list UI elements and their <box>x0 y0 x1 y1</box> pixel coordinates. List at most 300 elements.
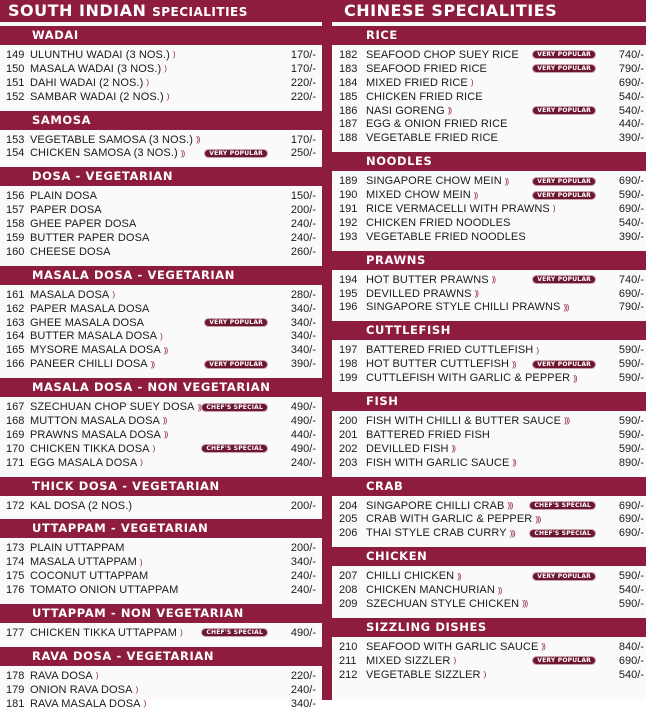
menu-item <box>332 442 646 456</box>
item-price: 390/- <box>618 132 644 145</box>
item-price: 690/- <box>618 527 644 540</box>
item-name: SINGAPORE CHOW MEIN <box>366 175 502 188</box>
item-name-wrap <box>30 330 274 342</box>
item-number: 202 <box>339 442 358 455</box>
item-name-wrap <box>366 77 602 89</box>
item-price: 590/- <box>618 189 644 202</box>
menu-item <box>332 343 646 357</box>
item-list <box>332 637 646 685</box>
item-name-wrap <box>366 429 602 441</box>
item-price: 200/- <box>290 542 316 555</box>
item-number: 206 <box>339 527 358 540</box>
item-name-wrap <box>30 542 274 554</box>
item-list <box>332 566 646 614</box>
item-name-wrap <box>30 232 274 244</box>
item-number: 152 <box>6 90 25 103</box>
menu-item <box>332 456 646 470</box>
item-name: VEGETABLE FRIED NOODLES <box>366 230 526 243</box>
item-badge: CHEF'S SPECIAL <box>529 529 596 538</box>
item-name-wrap <box>366 500 529 512</box>
item-price: 690/- <box>618 287 644 300</box>
chinese-column <box>332 0 646 700</box>
item-name: BUTTER MASALA DOSA <box>30 330 158 343</box>
item-name-wrap <box>30 63 274 75</box>
item-name: HOT BUTTER CUTTLEFISH <box>366 358 510 371</box>
menu-item <box>0 442 322 456</box>
item-name-wrap <box>30 77 274 89</box>
item-name: CHICKEN TIKKA DOSA <box>30 442 150 455</box>
item-name: BATTERED FRIED FISH <box>366 428 490 441</box>
item-name: PLAIN UTTAPPAM <box>30 542 125 555</box>
item-price: 240/- <box>290 456 316 469</box>
item-number: 149 <box>6 48 25 61</box>
item-price: 540/- <box>618 584 644 597</box>
chilli-icon: )) <box>451 444 455 454</box>
item-name-wrap <box>30 584 274 596</box>
item-number: 192 <box>339 216 358 229</box>
item-number: 189 <box>339 175 358 188</box>
item-name: RAVA MASALA DOSA <box>30 697 141 710</box>
chilli-icon: )) <box>163 430 168 440</box>
item-name-wrap <box>366 118 602 130</box>
item-number: 190 <box>339 189 358 202</box>
item-price: 490/- <box>290 442 316 455</box>
item-name-wrap <box>366 415 602 427</box>
item-name-wrap <box>30 698 274 710</box>
chilli-icon: ))) <box>507 501 513 511</box>
item-name: BATTERED FRIED CUTTLEFISH <box>366 344 534 357</box>
section-heading: PRAWNS <box>332 251 646 270</box>
menu-item <box>332 371 646 385</box>
item-name: ONION RAVA DOSA <box>30 683 133 696</box>
menu-section <box>332 26 646 148</box>
item-name: MYSORE MASALA DOSA <box>30 344 161 357</box>
menu-item <box>332 117 646 131</box>
menu-item <box>0 329 322 343</box>
menu-item <box>332 583 646 597</box>
menu-section <box>0 477 322 516</box>
item-name-wrap <box>30 457 274 469</box>
item-list <box>0 666 322 714</box>
item-price: 340/- <box>290 302 316 315</box>
item-number: 210 <box>339 640 358 653</box>
item-name: MASALA DOSA <box>30 288 110 301</box>
item-number: 162 <box>6 302 25 315</box>
item-number: 172 <box>6 499 25 512</box>
menu-item <box>0 288 322 302</box>
item-number: 178 <box>6 669 25 682</box>
chilli-icon: ))) <box>535 514 541 524</box>
item-name: PAPER DOSA <box>30 204 102 217</box>
item-name: ULUNTHU WADAI (3 NOS.) <box>30 48 170 61</box>
item-name: HOT BUTTER PRAWNS <box>366 273 489 286</box>
item-price: 840/- <box>618 640 644 653</box>
item-name-wrap <box>30 627 201 639</box>
item-number: 173 <box>6 542 25 555</box>
column-title <box>332 0 646 22</box>
section-heading: WADAI <box>0 26 322 45</box>
item-number: 158 <box>6 218 25 231</box>
item-number: 156 <box>6 190 25 203</box>
item-number: 157 <box>6 204 25 217</box>
item-number: 150 <box>6 62 25 75</box>
menu-item <box>0 146 322 160</box>
item-badge: VERY POPULAR <box>204 360 268 369</box>
item-price: 340/- <box>290 316 316 329</box>
item-name-wrap <box>366 49 532 61</box>
chilli-icon: ))) <box>522 599 528 609</box>
menu-item <box>332 76 646 90</box>
item-number: 208 <box>339 584 358 597</box>
item-name-wrap <box>366 132 602 144</box>
item-price: 280/- <box>290 288 316 301</box>
item-name: SZECHUAN STYLE CHICKEN <box>366 597 520 610</box>
item-name: SEAFOOD CHOP SUEY RICE <box>366 48 519 61</box>
item-price: 590/- <box>618 570 644 583</box>
menu-item <box>332 273 646 287</box>
item-price: 390/- <box>290 358 316 371</box>
item-number: 151 <box>6 76 25 89</box>
item-price: 890/- <box>618 456 644 469</box>
item-price: 690/- <box>618 175 644 188</box>
item-name: MUTTON MASALA DOSA <box>30 414 160 427</box>
menu-item <box>0 217 322 231</box>
item-price: 200/- <box>290 499 316 512</box>
item-price: 340/- <box>290 344 316 357</box>
item-name: CHICKEN MANCHURIAN <box>366 584 495 597</box>
item-number: 181 <box>6 697 25 710</box>
item-name: PAPER MASALA DOSA <box>30 302 150 315</box>
item-number: 170 <box>6 442 25 455</box>
item-number: 203 <box>339 456 358 469</box>
item-price: 220/- <box>290 90 316 103</box>
item-name: BUTTER PAPER DOSA <box>30 231 150 244</box>
menu-item <box>332 174 646 188</box>
item-name-wrap <box>366 203 602 215</box>
section-heading: RICE <box>332 26 646 45</box>
item-name-wrap <box>30 134 274 146</box>
item-list <box>0 45 322 107</box>
chilli-icon: )) <box>541 642 545 652</box>
item-number: 197 <box>339 344 358 357</box>
item-number: 195 <box>339 287 358 300</box>
section-heading: CUTTLEFISH <box>332 321 646 340</box>
menu-item <box>0 357 322 371</box>
item-price: 340/- <box>290 697 316 710</box>
item-badge: CHEF'S SPECIAL <box>529 501 596 510</box>
item-number: 164 <box>6 330 25 343</box>
chilli-icon: ) <box>95 671 98 681</box>
item-badge: VERY POPULAR <box>532 360 596 369</box>
item-list <box>0 285 322 374</box>
item-name-wrap <box>30 344 274 356</box>
item-number: 179 <box>6 683 25 696</box>
item-name: MIXED FRIED RICE <box>366 76 468 89</box>
item-name-wrap <box>366 344 602 356</box>
item-price: 690/- <box>618 202 644 215</box>
item-name: SEAFOOD FRIED RICE <box>366 62 487 75</box>
item-list <box>332 411 646 473</box>
item-number: 165 <box>6 344 25 357</box>
item-name: CHEESE DOSA <box>30 245 111 258</box>
item-name: TOMATO ONION UTTAPPAM <box>30 584 179 597</box>
item-name-wrap <box>30 358 204 370</box>
item-name-wrap <box>30 218 274 230</box>
left-sections <box>0 26 322 714</box>
menu-section <box>0 519 322 600</box>
item-number: 188 <box>339 132 358 145</box>
item-name: FISH WITH CHILLI & BUTTER SAUCE <box>366 414 562 427</box>
item-price: 590/- <box>618 372 644 385</box>
chilli-icon: ) <box>139 557 142 567</box>
item-name-wrap <box>30 570 274 582</box>
item-name-wrap <box>366 570 532 582</box>
menu-item <box>332 216 646 230</box>
chilli-icon: )) <box>573 373 577 383</box>
chilli-icon: ) <box>112 290 115 300</box>
item-name-wrap <box>30 443 201 455</box>
item-number: 163 <box>6 316 25 329</box>
item-name-wrap <box>30 429 274 441</box>
item-name-wrap <box>366 372 602 384</box>
item-name-wrap <box>366 358 532 370</box>
item-number: 207 <box>339 570 358 583</box>
item-name: MIXED CHOW MEIN <box>366 189 471 202</box>
item-list <box>0 496 322 516</box>
item-number: 159 <box>6 231 25 244</box>
item-badge: VERY POPULAR <box>532 275 596 284</box>
item-number: 153 <box>6 133 25 146</box>
item-name-wrap <box>366 655 532 667</box>
item-number: 185 <box>339 90 358 103</box>
item-number: 187 <box>339 118 358 131</box>
item-name: CHICKEN FRIED RICE <box>366 90 483 103</box>
item-price: 540/- <box>618 90 644 103</box>
right-sections <box>332 26 646 685</box>
menu-item <box>332 526 646 540</box>
chilli-icon: )) <box>150 359 155 369</box>
item-number: 196 <box>339 301 358 314</box>
item-list <box>0 538 322 600</box>
item-name: GHEE MASALA DOSA <box>30 316 145 329</box>
menu-item <box>0 316 322 330</box>
item-price: 690/- <box>618 76 644 89</box>
item-name: CHILLI CHICKEN <box>366 570 455 583</box>
item-name-wrap <box>366 91 602 103</box>
item-name: VEGETABLE FRIED RICE <box>366 132 498 145</box>
chilli-icon: )) <box>162 416 167 426</box>
menu-item <box>0 414 322 428</box>
item-price: 340/- <box>290 556 316 569</box>
item-list <box>0 397 322 472</box>
item-name: MASALA WADAI (3 NOS.) <box>30 62 162 75</box>
column-divider <box>322 0 332 700</box>
item-name-wrap <box>30 401 201 413</box>
menu-item <box>0 697 322 711</box>
item-badge: VERY POPULAR <box>532 64 596 73</box>
menu-section <box>0 266 322 374</box>
item-list <box>332 171 646 246</box>
menu-item <box>332 202 646 216</box>
chilli-icon: ) <box>453 656 456 666</box>
menu-section <box>332 477 646 544</box>
item-number: 166 <box>6 358 25 371</box>
menu-item <box>0 245 322 259</box>
item-name-wrap <box>366 288 602 300</box>
chilli-icon: ) <box>143 699 146 709</box>
chilli-icon: )) <box>196 135 200 144</box>
menu-item <box>332 287 646 301</box>
item-name: NASI GORENG <box>366 104 445 117</box>
item-name: SZECHUAN CHOP SUEY DOSA <box>30 401 195 414</box>
item-list <box>332 270 646 318</box>
item-number: 201 <box>339 428 358 441</box>
menu-section <box>0 378 322 472</box>
item-number: 212 <box>339 668 358 681</box>
menu-section <box>332 152 646 246</box>
item-name-wrap <box>366 457 602 469</box>
item-number: 186 <box>339 104 358 117</box>
item-number: 182 <box>339 48 358 61</box>
item-badge: VERY POPULAR <box>532 656 596 665</box>
item-price: 240/- <box>290 570 316 583</box>
item-name-wrap <box>30 415 274 427</box>
menu-item <box>0 76 322 90</box>
item-number: 167 <box>6 401 25 414</box>
menu-item <box>332 188 646 202</box>
item-badge: VERY POPULAR <box>532 106 596 115</box>
item-name-wrap <box>366 231 602 243</box>
item-price: 490/- <box>290 626 316 639</box>
item-price: 240/- <box>290 231 316 244</box>
column-title-main: CHINESE SPECIALITIES <box>344 1 558 20</box>
item-name: KAL DOSA (2 NOS.) <box>30 499 133 512</box>
item-number: 177 <box>6 626 25 639</box>
item-name: EGG & ONION FRIED RICE <box>366 118 508 131</box>
column-title-sub: SPECIALITIES <box>152 5 248 19</box>
menu-item <box>0 343 322 357</box>
menu-item <box>0 555 322 569</box>
item-name-wrap <box>366 189 532 201</box>
menu-item <box>0 499 322 513</box>
menu-item <box>332 499 646 513</box>
item-price: 590/- <box>618 344 644 357</box>
item-name-wrap <box>366 584 602 596</box>
menu-item <box>0 669 322 683</box>
item-number: 154 <box>6 147 25 160</box>
section-heading: MASALA DOSA - NON VEGETARIAN <box>0 378 322 397</box>
item-name: RAVA DOSA <box>30 669 93 682</box>
item-name: THAI STYLE CRAB CURRY <box>366 527 507 540</box>
menu-section <box>332 547 646 614</box>
menu-item <box>332 428 646 442</box>
chilli-icon: ) <box>172 50 175 60</box>
section-heading: CHICKEN <box>332 547 646 566</box>
section-heading: UTTAPPAM - NON VEGETARIAN <box>0 604 322 623</box>
item-name: SINGAPORE STYLE CHILLI PRAWNS <box>366 301 561 314</box>
item-number: 169 <box>6 428 25 441</box>
item-price: 740/- <box>618 273 644 286</box>
item-badge: VERY POPULAR <box>532 572 596 581</box>
item-number: 194 <box>339 273 358 286</box>
chilli-icon: ) <box>552 204 555 214</box>
item-price: 250/- <box>290 147 316 160</box>
chilli-icon: )) <box>457 571 461 581</box>
south-indian-column <box>0 0 322 710</box>
item-name-wrap <box>30 289 274 301</box>
item-number: 176 <box>6 584 25 597</box>
item-price: 490/- <box>290 401 316 414</box>
item-number: 171 <box>6 456 25 469</box>
item-badge: VERY POPULAR <box>532 191 596 200</box>
item-name-wrap <box>30 500 274 512</box>
item-name-wrap <box>366 105 532 117</box>
menu-item <box>332 597 646 611</box>
item-badge: VERY POPULAR <box>204 149 268 158</box>
chilli-icon: ) <box>152 444 155 454</box>
chilli-icon: ) <box>135 685 138 695</box>
chilli-icon: )) <box>512 458 516 468</box>
item-name: SAMBAR WADAI (2 NOS.) <box>30 90 164 103</box>
item-name: CHICKEN TIKKA UTTAPPAM <box>30 626 178 639</box>
item-price: 340/- <box>290 330 316 343</box>
item-name-wrap <box>30 303 274 315</box>
item-price: 690/- <box>618 513 644 526</box>
chilli-icon: )) <box>473 190 478 200</box>
item-name-wrap <box>30 684 274 696</box>
item-number: 205 <box>339 513 358 526</box>
item-price: 590/- <box>618 597 644 610</box>
item-name-wrap <box>30 556 274 568</box>
item-name-wrap <box>366 217 602 229</box>
item-number: 200 <box>339 414 358 427</box>
item-name: FISH WITH GARLIC SAUCE <box>366 456 510 469</box>
item-name: CRAB WITH GARLIC & PEPPER <box>366 513 533 526</box>
section-heading: RAVA DOSA - VEGETARIAN <box>0 647 322 666</box>
menu-section <box>0 647 322 714</box>
menu-item <box>0 400 322 414</box>
menu-item <box>0 683 322 697</box>
item-name-wrap <box>30 49 274 61</box>
item-list <box>332 340 646 388</box>
item-price: 690/- <box>618 499 644 512</box>
item-price: 590/- <box>618 414 644 427</box>
chilli-icon: ))) <box>564 416 570 426</box>
item-number: 183 <box>339 62 358 75</box>
menu-item <box>0 203 322 217</box>
item-badge: CHEF'S SPECIAL <box>201 403 268 412</box>
section-heading: UTTAPPAM - VEGETARIAN <box>0 519 322 538</box>
section-heading: DOSA - VEGETARIAN <box>0 167 322 186</box>
item-price: 220/- <box>290 669 316 682</box>
menu-item <box>332 640 646 654</box>
item-name-wrap <box>366 301 602 313</box>
menu-item <box>0 569 322 583</box>
chilli-icon: )) <box>497 585 502 595</box>
menu-item <box>332 512 646 526</box>
item-price: 220/- <box>290 76 316 89</box>
chilli-icon: ) <box>180 628 182 638</box>
item-number: 211 <box>339 654 357 667</box>
item-name: RICE VERMACELLI WITH PRAWNS <box>366 202 550 215</box>
menu-section <box>332 251 646 318</box>
item-name: PLAIN DOSA <box>30 190 98 203</box>
item-name-wrap <box>366 598 602 610</box>
item-number: 209 <box>339 597 358 610</box>
menu-section <box>332 392 646 473</box>
section-heading: SAMOSA <box>0 111 322 130</box>
item-name-wrap <box>366 443 602 455</box>
